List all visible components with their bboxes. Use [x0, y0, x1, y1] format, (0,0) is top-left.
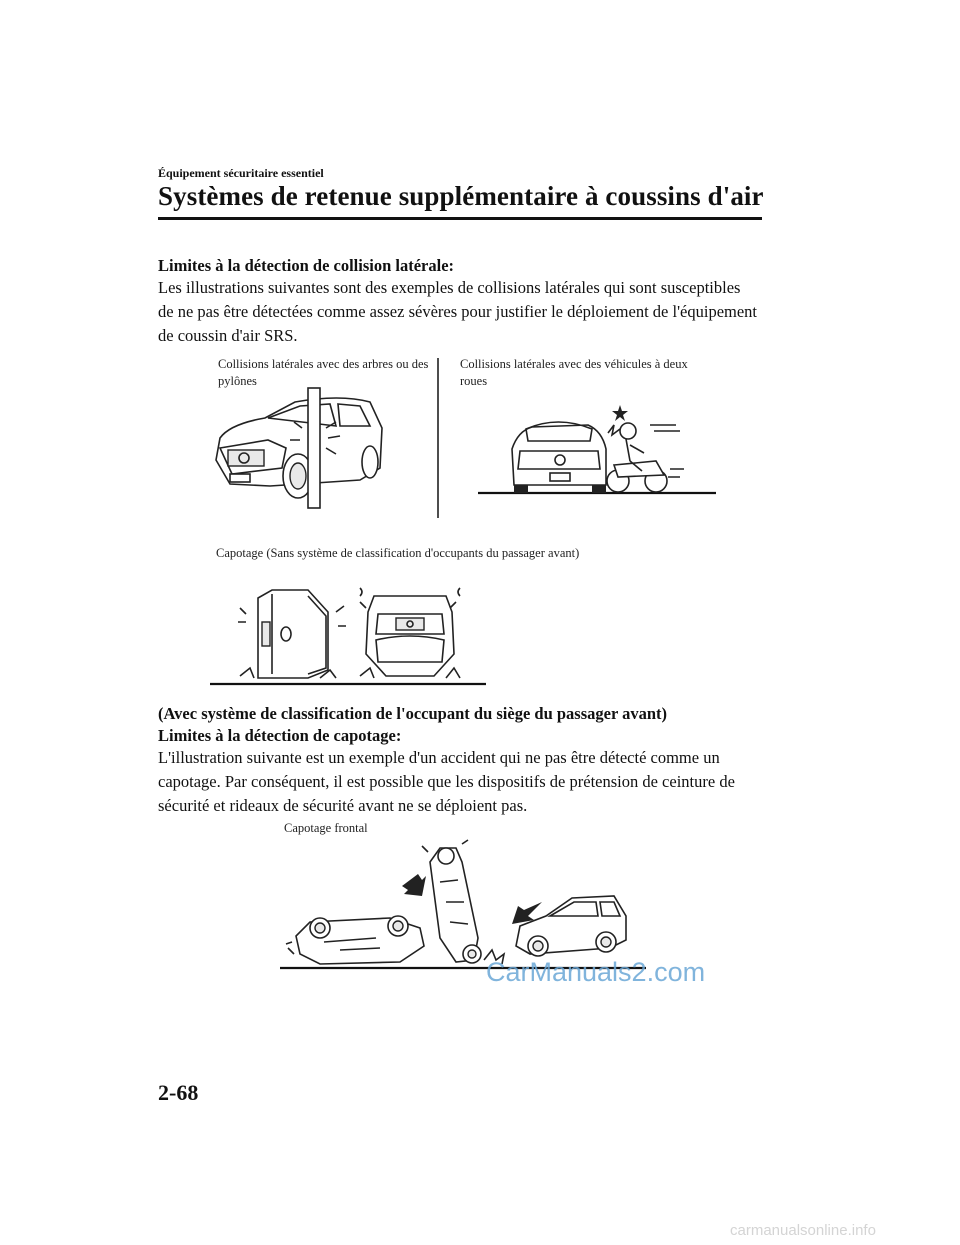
caption-frontal-rollover: Capotage frontal — [284, 821, 368, 835]
caption-rollover: Capotage (Sans système de classification d'occupants du passager avant) — [216, 546, 580, 560]
frontal-rollover-illustration — [280, 842, 650, 972]
rollover-heading-classification: (Avec système de classification de l'occupant du siège du passager avant) — [158, 704, 668, 723]
rollover-illustration — [210, 582, 490, 688]
footer-url: carmanualsonline.info — [730, 1222, 876, 1239]
side-collision-heading: Limites à la détection de collision latérale: — [158, 256, 455, 275]
page-number: 2-68 — [158, 1080, 199, 1105]
rollover-paragraph: L'illustration suivante est un exemple d'un accident qui ne pas être détecté comme un capotage. Par conséquent, il est possible que les dispositifs de prétension de ceinture de sécurité et rideaux de sécurité avant ne se déploient pas. — [158, 748, 735, 815]
caption-tree-collision: Collisions latérales avec des arbres ou des pylônes — [218, 357, 429, 388]
watermark-logo: CarManuals2.com — [486, 957, 706, 987]
section-label: Équipement sécuritaire essentiel — [158, 166, 324, 180]
illustration-separator — [436, 358, 440, 518]
page-title: Systèmes de retenue supplémentaire à coussins d'air — [158, 181, 764, 211]
motorcycle-collision-illustration — [478, 405, 718, 497]
rollover-heading-limits: Limites à la détection de capotage: — [158, 726, 402, 745]
title-rule — [158, 217, 762, 220]
side-collision-paragraph: Les illustrations suivantes sont des exemples de collisions latérales qui sont susceptibles de ne pas être détectées comme assez sévères pour justifier le déploiement de l'équipement de coussin d'air SRS. — [158, 278, 758, 345]
pole-collision-illustration — [210, 388, 400, 513]
caption-two-wheel-collision: Collisions latérales avec des véhicules à deux roues — [460, 357, 688, 388]
